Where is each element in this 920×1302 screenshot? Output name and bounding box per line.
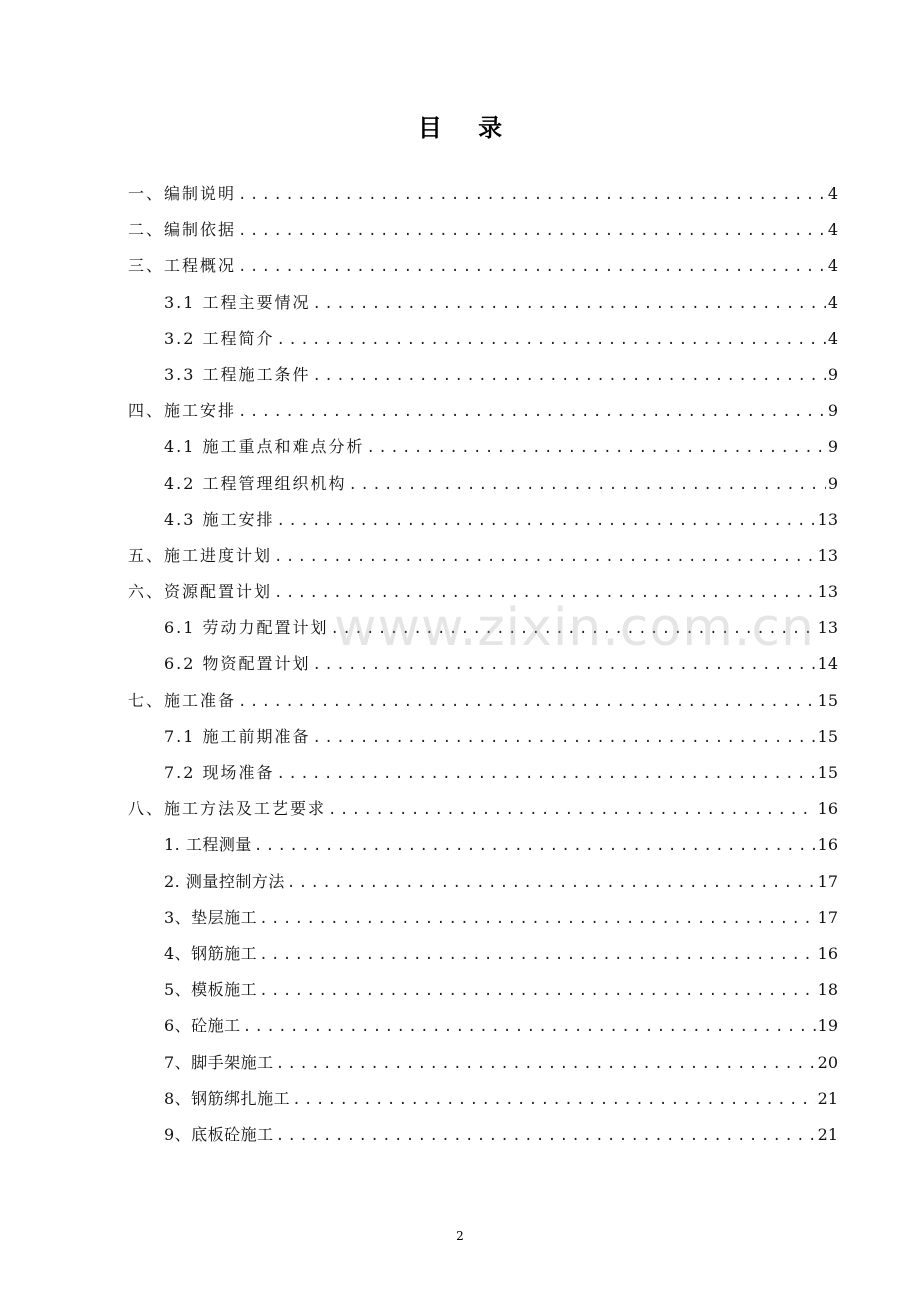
toc-entry-page-number: 17 <box>817 907 838 927</box>
table-of-contents <box>128 176 838 1153</box>
toc-entry-page-number: 19 <box>817 1016 838 1036</box>
toc-entry-page-number: 4 <box>827 256 838 276</box>
toc-entry-label: 1. 工程测量 <box>164 835 252 855</box>
toc-entry[interactable] <box>128 357 838 393</box>
toc-entry-label: 3、垫层施工 <box>164 907 258 927</box>
toc-dot-leader <box>238 394 826 430</box>
toc-dot-leader <box>277 756 816 792</box>
toc-entry-page-number: 9 <box>827 364 838 384</box>
toc-dot-leader <box>274 539 816 575</box>
toc-dot-leader <box>313 647 816 683</box>
toc-entry-label: 三、工程概况 <box>128 256 237 276</box>
toc-entry[interactable] <box>128 1045 838 1081</box>
toc-entry-page-number: 4 <box>827 184 838 203</box>
toc-entry-label: 3.2 工程简介 <box>164 328 275 348</box>
toc-dot-leader <box>349 467 826 503</box>
toc-entry[interactable] <box>128 719 838 755</box>
toc-entry-page-number: 21 <box>817 1088 838 1108</box>
toc-dot-leader <box>276 1118 816 1154</box>
toc-entry[interactable] <box>128 285 838 321</box>
toc-entry[interactable] <box>128 538 838 574</box>
toc-entry-page-number: 15 <box>817 726 838 746</box>
toc-entry-page-number: 15 <box>817 690 838 710</box>
toc-entry-page-number: 16 <box>817 943 838 963</box>
toc-entry-label: 5、模板施工 <box>164 980 258 1000</box>
watermark: www.zixin.com.cn <box>334 598 815 658</box>
toc-dot-leader <box>259 973 815 1009</box>
toc-entry-page-number: 15 <box>817 763 838 782</box>
toc-dot-leader <box>292 1082 815 1118</box>
toc-entry-page-number: 4 <box>827 328 838 348</box>
toc-dot-leader <box>367 430 826 466</box>
toc-dot-leader <box>277 322 826 358</box>
toc-entry[interactable] <box>128 755 838 791</box>
toc-entry[interactable] <box>128 610 838 646</box>
toc-entry[interactable] <box>128 1008 838 1044</box>
toc-entry[interactable] <box>128 900 838 936</box>
toc-dot-leader <box>259 937 815 973</box>
toc-entry-page-number: 9 <box>827 437 838 457</box>
toc-entry-label: 8、钢筋绑扎施工 <box>164 1088 291 1108</box>
toc-entry-label: 7、脚手架施工 <box>164 1052 274 1072</box>
toc-entry[interactable] <box>128 248 838 284</box>
toc-entry-page-number: 16 <box>817 799 838 819</box>
toc-entry-label: 6.2 物资配置计划 <box>164 654 311 674</box>
toc-dot-leader <box>259 901 815 937</box>
toc-entry-label: 3.1 工程主要情况 <box>164 292 311 312</box>
toc-entry-page-number: 13 <box>817 582 838 602</box>
toc-entry[interactable] <box>128 212 838 248</box>
toc-dot-leader <box>254 828 816 864</box>
toc-dot-leader <box>313 286 826 322</box>
toc-dot-leader <box>277 503 816 539</box>
toc-entry-label: 4.1 施工重点和难点分析 <box>164 437 365 457</box>
toc-dot-leader <box>238 684 816 720</box>
toc-entry[interactable] <box>128 646 838 682</box>
toc-entry-page-number: 20 <box>817 1052 838 1072</box>
toc-entry-page-number: 14 <box>817 654 838 674</box>
toc-entry-label: 9、底板砼施工 <box>164 1124 274 1144</box>
toc-entry-page-number: 18 <box>817 980 838 1000</box>
toc-entry-label: 六、资源配置计划 <box>128 582 273 602</box>
toc-entry-page-number: 13 <box>817 618 838 638</box>
toc-entry[interactable] <box>128 683 838 719</box>
toc-dot-leader <box>243 1009 816 1045</box>
toc-entry-label: 6.1 劳动力配置计划 <box>164 618 329 638</box>
toc-entry-label: 4.2 工程管理组织机构 <box>164 473 347 493</box>
toc-entry-label: 七、施工准备 <box>128 690 237 710</box>
toc-entry-page-number: 4 <box>827 292 838 312</box>
toc-dot-leader <box>331 611 816 647</box>
toc-entry-label: 一、编制说明 <box>128 184 237 203</box>
toc-entry-page-number: 9 <box>827 473 838 493</box>
toc-entry[interactable] <box>128 936 838 972</box>
toc-entry-label: 4、钢筋施工 <box>164 943 258 963</box>
toc-dot-leader <box>313 358 826 394</box>
toc-dot-leader <box>238 249 826 285</box>
toc-entry[interactable] <box>128 429 838 465</box>
toc-dot-leader <box>328 792 816 828</box>
toc-entry-page-number: 17 <box>817 871 838 891</box>
toc-entry[interactable] <box>128 827 838 863</box>
toc-dot-leader <box>274 575 816 611</box>
toc-entry[interactable] <box>128 791 838 827</box>
toc-entry[interactable] <box>128 864 838 900</box>
toc-entry[interactable] <box>128 574 838 610</box>
toc-entry-label: 7.2 现场准备 <box>164 763 275 782</box>
toc-entry-page-number: 13 <box>817 545 838 565</box>
toc-entry[interactable] <box>128 502 838 538</box>
toc-entry-page-number: 13 <box>817 509 838 529</box>
toc-entry[interactable] <box>128 321 838 357</box>
toc-entry-label: 3.3 工程施工条件 <box>164 364 311 384</box>
toc-dot-leader <box>276 1046 816 1082</box>
toc-entry-label: 2. 测量控制方法 <box>164 871 285 891</box>
toc-dot-leader <box>238 177 826 213</box>
toc-entry-page-number: 9 <box>827 401 838 421</box>
toc-entry-page-number: 21 <box>817 1124 838 1144</box>
toc-entry-label: 6、砼施工 <box>164 1016 241 1036</box>
toc-dot-leader <box>313 720 816 756</box>
toc-entry[interactable] <box>128 466 838 502</box>
toc-entry[interactable] <box>128 1117 838 1153</box>
toc-entry-label: 二、编制依据 <box>128 220 237 240</box>
toc-entry-label: 4.3 施工安排 <box>164 509 275 529</box>
toc-entry[interactable] <box>128 1081 838 1117</box>
page-number: 2 <box>456 1229 464 1243</box>
toc-entry-page-number: 4 <box>827 220 838 240</box>
toc-dot-leader <box>287 865 816 901</box>
toc-entry-label: 八、施工方法及工艺要求 <box>128 799 327 819</box>
toc-entry-page-number: 16 <box>817 835 838 855</box>
toc-entry-label: 五、施工进度计划 <box>128 545 273 565</box>
toc-entry[interactable] <box>128 393 838 429</box>
toc-entry[interactable] <box>128 176 838 212</box>
toc-entry-label: 四、施工安排 <box>128 401 237 421</box>
toc-title: 目 录 <box>417 113 517 142</box>
toc-entry[interactable] <box>128 972 838 1008</box>
toc-entry-label: 7.1 施工前期准备 <box>164 726 311 746</box>
toc-dot-leader <box>238 213 826 249</box>
